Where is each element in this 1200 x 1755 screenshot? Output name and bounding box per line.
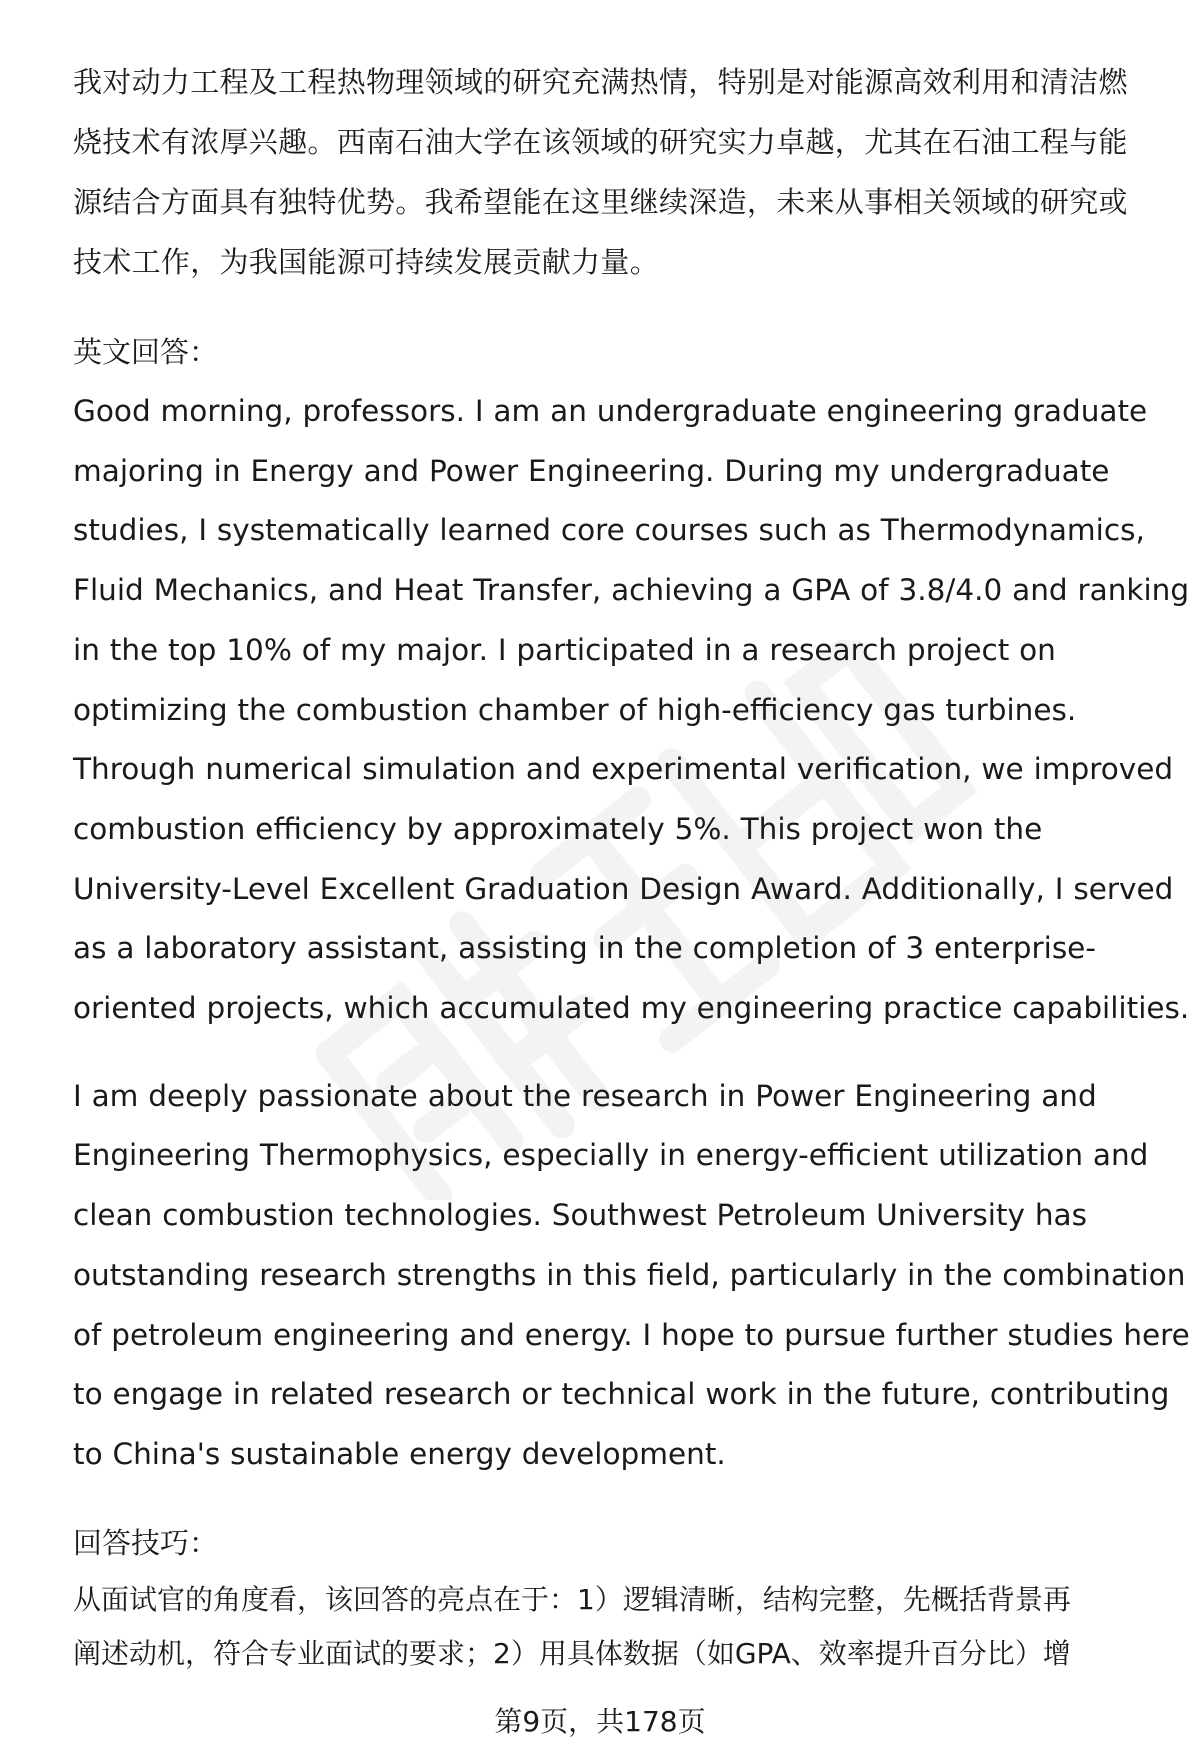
text-line: 我对动力工程及工程热物理领域的研究充满热情，特别是对能源高效利用和清洁燃 (73, 65, 1128, 99)
text-line: as a laboratory assistant, assisting in the completion of 3 enterprise- (73, 931, 1096, 966)
intro-paragraph-zh (73, 52, 1153, 292)
text-line: 技术工作，为我国能源可持续发展贡献力量。 (73, 245, 660, 279)
english-paragraph-2 (73, 1067, 1190, 1485)
text-line: optimizing the combustion chamber of high-efficiency gas turbines. (73, 692, 1077, 727)
english-paragraph-1 (73, 382, 1190, 1039)
text-line: University-Level Excellent Graduation Design Award. Additionally, I served (73, 871, 1174, 906)
text-line: to China's sustainable energy development. (73, 1436, 726, 1471)
text-line: Through numerical simulation and experimental verification, we improved (73, 752, 1174, 787)
text-line: oriented projects, which accumulated my engineering practice capabilities. (73, 991, 1190, 1026)
tips-label: 回答技巧： (73, 1525, 219, 1560)
text-line: to engage in related research or technical work in the future, contributing (73, 1377, 1170, 1412)
text-line: in the top 10% of my major. I participated in a research project on (73, 632, 1056, 667)
text-line: Good morning, professors. I am an undergraduate engineering graduate (73, 394, 1148, 428)
text-line: combustion efficiency by approximately 5%. This project won the (73, 811, 1043, 846)
text-line: I am deeply passionate about the research in Power Engineering and (73, 1078, 1097, 1113)
page-footer: 第9页，共178页 (494, 1705, 706, 1738)
text-line: 从面试官的角度看，该回答的亮点在于：1）逻辑清晰，结构完整，先概括背景再 (73, 1582, 1071, 1616)
text-line: of petroleum engineering and energy. I hope to pursue further studies here (73, 1317, 1190, 1352)
text-line: outstanding research strengths in this field, particularly in the combination (73, 1257, 1186, 1292)
tips-paragraph (73, 1573, 1153, 1681)
text-line: Fluid Mechanics, and Heat Transfer, achieving a GPA of 3.8/4.0 and ranking (73, 573, 1190, 608)
text-line: majoring in Energy and Power Engineering. During my undergraduate (73, 453, 1110, 488)
text-line: 阐述动机，符合专业面试的要求；2）用具体数据（如GPA、效率提升百分比）增 (73, 1636, 1071, 1670)
text-line: studies, I systematically learned core courses such as Thermodynamics, (73, 513, 1145, 548)
english-answer-label: 英文回答： (73, 335, 219, 369)
document-body (73, 52, 1190, 1681)
text-line: clean combustion technologies. Southwest Petroleum University has (73, 1198, 1088, 1233)
text-line: 源结合方面具有独特优势。我希望能在这里继续深造，未来从事相关领域的研究或 (73, 185, 1128, 219)
text-line: 烧技术有浓厚兴趣。西南石油大学在该领域的研究实力卓越，尤其在石油工程与能 (73, 125, 1128, 159)
text-line: Engineering Thermophysics, especially in energy-efficient utilization and (73, 1138, 1149, 1173)
